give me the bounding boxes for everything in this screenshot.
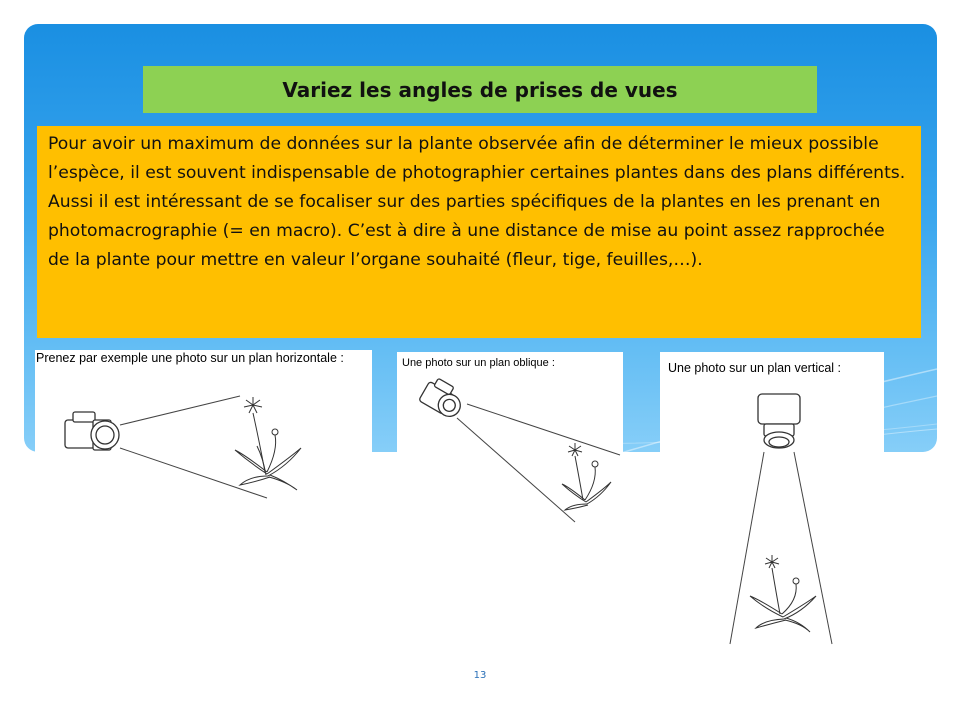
vertical-diagram <box>660 352 884 650</box>
camera-icon <box>419 375 468 420</box>
dandelion-icon <box>562 443 611 510</box>
slide-title-box <box>143 66 817 113</box>
description-box <box>37 126 921 338</box>
camera-icon <box>758 394 800 448</box>
oblique-caption: Une photo sur un plan oblique : <box>402 357 555 369</box>
page-number: 13 <box>473 670 487 681</box>
dandelion-icon <box>235 397 301 490</box>
oblique-angle-illustration <box>397 352 623 530</box>
vertical-caption: Une photo sur un plan vertical : <box>668 361 842 375</box>
horizontal-caption: Prenez par exemple une photo sur un plan horizontale : <box>36 351 344 365</box>
description-paragraph-2: Aussi il est intéressant de se focaliser sur des parties spécifiques de la plantes en les prenant en photomacrographie (= en macro). C’est à dire à une distance de mise au point assez rapprochée de la plante pour mettre en valeur l’organe souhaité (fleur, tige, feuilles,…). <box>48 192 885 270</box>
dandelion-icon <box>750 555 816 632</box>
vertical-angle-illustration <box>660 352 884 650</box>
oblique-diagram <box>397 352 623 530</box>
slide-title: Variez les angles de prises de vues <box>282 77 678 102</box>
horizontal-diagram <box>35 350 372 515</box>
horizontal-angle-illustration <box>35 350 372 515</box>
description-paragraph-1: Pour avoir un maximum de données sur la plante observée afin de déterminer le mieux possible l’espèce, il est souvent indispensable de photographier certaines plantes dans des plans différents. <box>48 134 906 183</box>
camera-icon <box>65 412 119 450</box>
